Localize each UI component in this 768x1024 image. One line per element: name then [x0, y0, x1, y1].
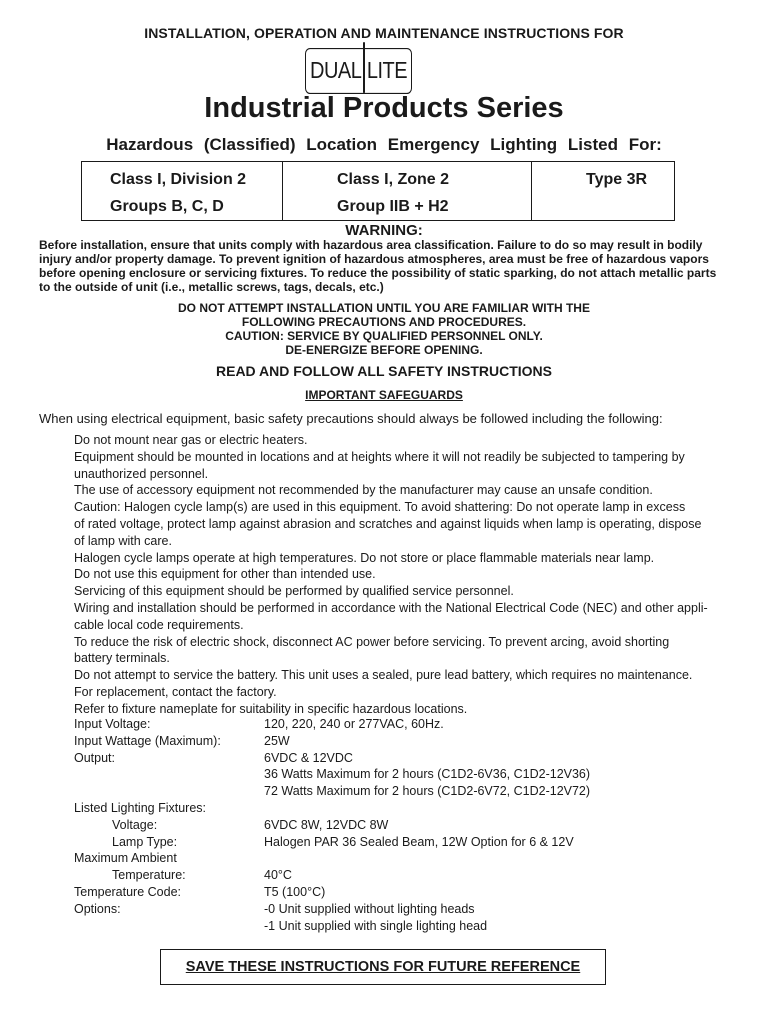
spec-row: [74, 901, 724, 918]
safeguard-line: of rated voltage, protect lamp against abrasion and scratches and against liquids when lamp is operating, dispose: [74, 516, 702, 531]
safeguards-list: [74, 432, 724, 718]
spec-value: 6VDC 8W, 12VDC 8W: [264, 817, 389, 832]
page-title: Industrial Products Series: [204, 92, 564, 124]
spec-label: Temperature:: [112, 868, 186, 883]
spec-row: [74, 884, 724, 901]
spec-row: [74, 716, 724, 733]
spec-label: Lamp Type:: [112, 834, 178, 849]
spec-row: [74, 750, 724, 767]
spec-label: Input Voltage:: [74, 717, 151, 731]
read-instructions-heading: READ AND FOLLOW ALL SAFETY INSTRUCTIONS: [216, 363, 552, 379]
caution-line: DE-ENERGIZE BEFORE OPENING.: [285, 343, 483, 357]
classification-line: Class I, Division 2: [110, 171, 247, 188]
logo-text-left: DUAL: [310, 57, 362, 84]
safeguard-line: Caution: Halogen cycle lamp(s) are used in this equipment. To avoid shattering: Do not operate lamp in excess: [74, 500, 686, 515]
safeguard-line: Refer to fixture nameplate for suitability in specific hazardous locations.: [74, 701, 468, 716]
spec-value: 120, 220, 240 or 277VAC, 60Hz.: [264, 717, 444, 731]
spec-label: Output:: [74, 750, 115, 765]
logo-divider: [363, 42, 365, 93]
spec-value: 72 Watts Maximum for 2 hours (C1D2-6V72, C1D2-12V72): [264, 784, 591, 799]
spec-row: [74, 817, 724, 834]
caution-line: FOLLOWING PRECAUTIONS AND PROCEDURES.: [241, 315, 527, 329]
spec-row: [74, 766, 724, 783]
safeguard-line: Equipment should be mounted in locations and at heights where it will not readily be subjected to tampering by: [74, 449, 685, 464]
document-header: INSTALLATION, OPERATION AND MAINTENANCE INSTRUCTIONS FOR: [144, 25, 624, 41]
spec-label: Options:: [74, 901, 121, 916]
safeguard-line: The use of accessory equipment not recommended by the manufacturer may cause an unsafe condition.: [74, 483, 653, 498]
caution-block: [0, 301, 768, 357]
warning-line: to the outside of unit (i.e., metallic screws, tags, decals, etc.): [39, 280, 384, 294]
caution-line: DO NOT ATTEMPT INSTALLATION UNTIL YOU ARE FAMILIAR WITH THE: [178, 301, 590, 315]
safeguard-line: Do not attempt to service the battery. This unit uses a sealed, pure lead battery, which requires no maintenance.: [74, 668, 693, 683]
classification-cell: [283, 162, 532, 221]
spec-value: Halogen PAR 36 Sealed Beam, 12W Option for 6 & 12V: [264, 834, 574, 849]
warning-line: injury and/or property damage. To prevent ignition of hazardous atmospheres, area must be free of hazardous vapors: [39, 252, 709, 266]
spec-label: Voltage:: [112, 817, 158, 832]
classification-line: Group IIB + H2: [337, 198, 449, 215]
classification-line: Groups B, C, D: [110, 198, 224, 215]
spec-row: [74, 800, 724, 817]
spec-row: [74, 733, 724, 750]
safeguard-line: To reduce the risk of electric shock, disconnect AC power before servicing. To prevent arcing, avoid shorting: [74, 634, 670, 649]
warning-heading: WARNING:: [345, 222, 423, 239]
safeguard-line: Do not use this equipment for other than intended use.: [74, 567, 376, 582]
spec-label: Maximum Ambient: [74, 851, 177, 866]
spec-value: 40°C: [264, 868, 292, 883]
safeguard-line: unauthorized personnel.: [74, 466, 209, 481]
spec-row: [74, 850, 724, 867]
classification-line: Class I, Zone 2: [337, 171, 450, 188]
safeguard-line: For replacement, contact the factory.: [74, 684, 277, 699]
warning-line: before opening enclosure or servicing fixtures. To reduce the possibility of static sparking, do not attach metallic parts: [39, 266, 717, 280]
save-instructions-box: [160, 949, 606, 985]
spec-row: [74, 867, 724, 884]
spec-value: T5 (100°C): [264, 885, 326, 899]
classification-line: Type 3R: [586, 171, 648, 188]
safeguards-intro: When using electrical equipment, basic safety precautions should always be followed including the following:: [39, 411, 663, 426]
safeguard-line: Do not mount near gas or electric heaters.: [74, 433, 308, 447]
spec-value: -0 Unit supplied without lighting heads: [264, 901, 475, 916]
classification-cell: [532, 162, 675, 221]
classification-cell: [82, 162, 283, 221]
spec-value: 25W: [264, 733, 290, 748]
safeguard-line: of lamp with care.: [74, 533, 172, 548]
caution-line: CAUTION: SERVICE BY QUALIFIED PERSONNEL ONLY.: [225, 329, 543, 343]
spec-label: Listed Lighting Fixtures:: [74, 801, 207, 815]
safeguards-heading: IMPORTANT SAFEGUARDS: [305, 388, 463, 402]
spec-row: [74, 918, 724, 935]
spec-value: 6VDC & 12VDC: [264, 750, 353, 765]
listing-subtitle: Hazardous (Classified) Location Emergency Lighting Listed For:: [106, 135, 662, 154]
safeguard-line: cable local code requirements.: [74, 617, 244, 632]
safeguard-line: Servicing of this equipment should be performed by qualified service personnel.: [74, 584, 514, 599]
safeguard-line: Wiring and installation should be performed in accordance with the National Electrical Code (NEC) and other appli-: [74, 600, 708, 615]
classification-table: [81, 161, 675, 221]
spec-value: 36 Watts Maximum for 2 hours (C1D2-6V36, C1D2-12V36): [264, 767, 591, 782]
warning-text: [39, 238, 739, 294]
spec-label: Temperature Code:: [74, 885, 182, 899]
spec-value: -1 Unit supplied with single lighting head: [264, 918, 488, 933]
spec-label: Input Wattage (Maximum):: [74, 733, 221, 748]
dual-lite-logo: [305, 48, 412, 94]
spec-row: [74, 834, 724, 851]
safeguard-line: Halogen cycle lamps operate at high temperatures. Do not store or place flammable materials near lamp.: [74, 550, 655, 565]
logo-text-right: LITE: [366, 57, 408, 84]
spec-row: [74, 783, 724, 800]
save-instructions-text: SAVE THESE INSTRUCTIONS FOR FUTURE REFERENCE: [185, 959, 581, 975]
safeguard-line: battery terminals.: [74, 651, 170, 666]
warning-line: Before installation, ensure that units comply with hazardous area classification. Failure to do so may result in bodily: [39, 238, 703, 252]
